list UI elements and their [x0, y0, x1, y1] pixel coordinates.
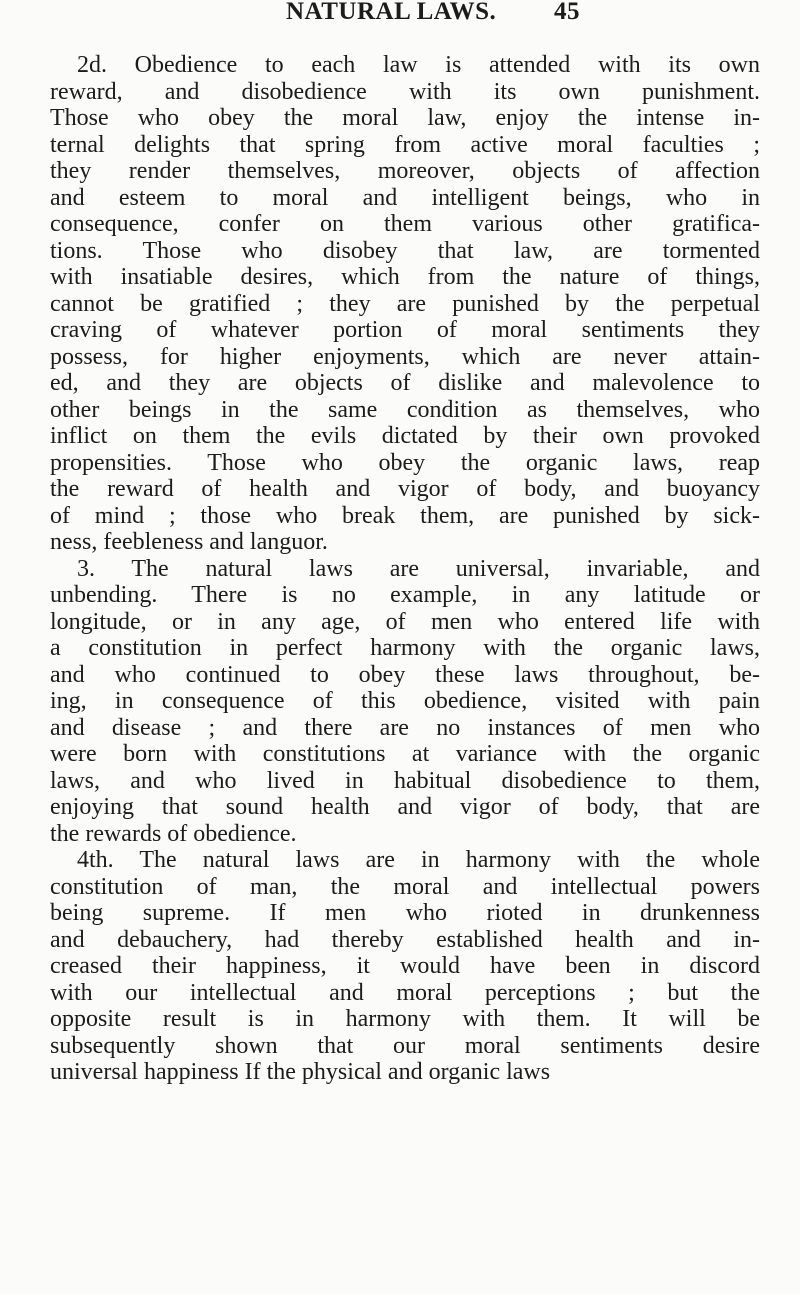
text-line: creased their happiness, it would have been in discord [50, 953, 760, 979]
text-line: reward, and disobedience with its own punishment. [50, 78, 760, 105]
text-line: ed, and they are objects of dislike and malevolence to [50, 370, 760, 396]
text-line: possess, for higher enjoyments, which are never attain- [50, 343, 760, 370]
text-line: propensities. Those who obey the organic laws, reap [50, 449, 760, 476]
text-line: were born with constitutions at variance with the organic [50, 741, 760, 767]
text-line: of mind ; those who break them, are punished by sick- [50, 502, 760, 529]
text-line: tions. Those who disobey that law, are tormented [50, 237, 760, 264]
text-line: longitude, or in any age, of men who entered life with [50, 608, 760, 635]
text-line: unbending. There is no example, in any latitude or [50, 582, 760, 608]
text-line: and debauchery, had thereby established health and in- [50, 926, 760, 953]
text-line: opposite result is in harmony with them. It will be [50, 1006, 760, 1032]
text-line: consequence, confer on them various other gratifica- [50, 211, 760, 237]
text-line: the rewards of obedience. [50, 820, 297, 847]
text-line: laws, and who lived in habitual disobedience to them, [50, 767, 760, 794]
running-head-title: NATURAL LAWS. [286, 0, 497, 25]
text-line: constitution of man, the moral and intellectual powers [50, 873, 760, 900]
body-text [50, 52, 760, 1086]
text-line: 4th. The natural laws are in harmony with the whole [77, 847, 760, 873]
text-line: and esteem to moral and intelligent beings, who in [50, 184, 760, 211]
text-line: being supreme. If men who rioted in drunkenness [50, 900, 760, 926]
text-line: craving of whatever portion of moral sentiments they [50, 317, 760, 343]
text-line: subsequently shown that our moral sentiments desire [50, 1032, 760, 1059]
text-line: and disease ; and there are no instances of men who [50, 714, 760, 741]
text-line: a constitution in perfect harmony with the organic laws, [50, 635, 760, 661]
text-line: ing, in consequence of this obedience, visited with pain [50, 688, 760, 714]
text-line: 3. The natural laws are universal, invariable, and [77, 555, 760, 582]
text-line: with insatiable desires, which from the nature of things, [50, 264, 760, 290]
text-line: ness, feebleness and languor. [50, 529, 328, 555]
text-line: cannot be gratified ; they are punished by the perpetual [50, 290, 760, 317]
text-line: enjoying that sound health and vigor of body, that are [50, 794, 760, 820]
text-line: inflict on them the evils dictated by their own provoked [50, 423, 760, 449]
text-line: ternal delights that spring from active moral faculties ; [50, 131, 760, 158]
text-line: 2d. Obedience to each law is attended with its own [77, 52, 760, 78]
text-line: with our intellectual and moral perceptions ; but the [50, 979, 760, 1006]
text-line: and who continued to obey these laws throughout, be- [50, 661, 760, 688]
text-line: they render themselves, moreover, objects of affection [50, 158, 760, 184]
text-line: other beings in the same condition as themselves, who [50, 396, 760, 423]
text-line: the reward of health and vigor of body, and buoyancy [50, 476, 760, 502]
running-head [286, 0, 580, 28]
text-line: universal happiness If the physical and organic laws [50, 1059, 551, 1085]
page-number: 45 [554, 0, 580, 25]
text-line: Those who obey the moral law, enjoy the intense in- [50, 105, 760, 131]
